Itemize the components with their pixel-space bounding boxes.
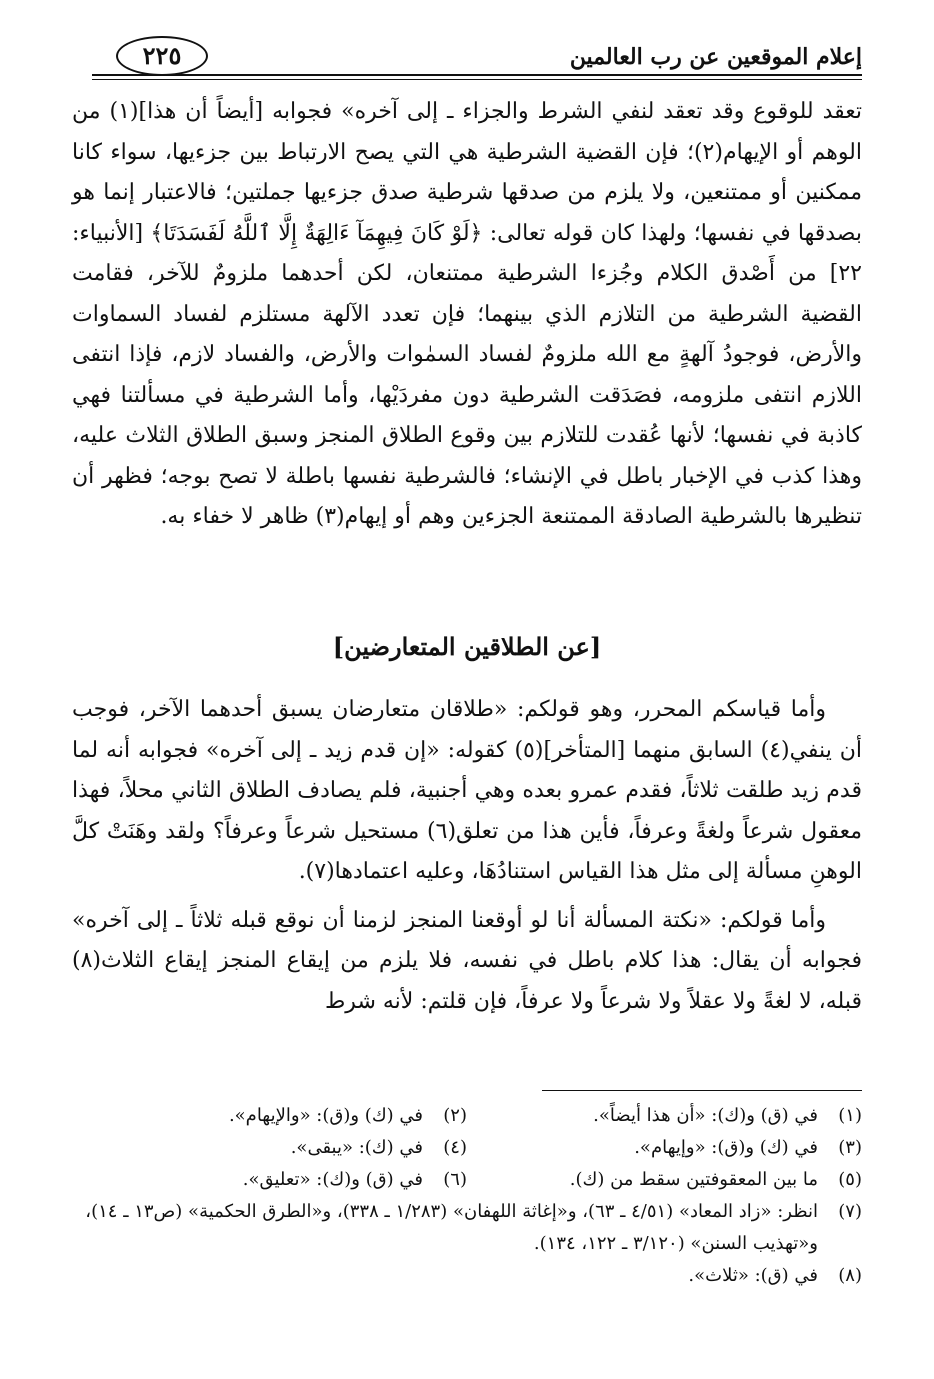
- footnote-number: (٧): [838, 1201, 862, 1222]
- footnote-number: (٤): [443, 1137, 467, 1158]
- page-number: ٢٢٥: [116, 36, 208, 76]
- footnote-number: (٥): [838, 1169, 862, 1190]
- footnote-number: (٢): [443, 1105, 467, 1126]
- footnote-text: في (ق) و(ك): «أن هذا أيضاً».: [593, 1105, 818, 1126]
- footnote-number: (٨): [838, 1265, 862, 1286]
- header-rule-thin: [92, 79, 862, 80]
- paragraph-1: تعقد للوقوع وقد تعقد لنفي الشرط والجزاء ـ إلى آخره» فجوابه [أيضاً أن هذا](١) من الوهم أو الإيهام(٢)؛ فإن القضية الشرطية هي التي يصح الارتباط بين جزءيها، سواء كانا ممكنين أو ممتنعين، ولا يلزم من صدقها شرطية صدق جزءيها جملتين؛ فالاعتبار إنما هو بصدقها في نفسها؛ ولهذا كان قوله تعالى: ﴿لَوْ كَانَ فِيهِمَآ ءَالِهَةٌ إِلَّا ٱللَّهُ لَفَسَدَتَا﴾ [الأنبياء: ٢٢] من أَصْدق الكلام وجُزءا الشرطية ممتنعان، لكن أحدهما ملزومٌ للآخر، فقامت القضية الشرطية من التلازم الذي بينهما؛ فإن تعدد الآلهة مستلزم لفساد السماوات والأرض، فوجودُ آلهةٍ مع الله ملزومٌ لفساد السمٰوات والأرض، والفساد لازم، فإذا انتفى اللازم انتفى ملزومه، فصَدَقت الشرطية دون مفردَيْها، وأما الشرطية في مسألتنا فهي كاذبة في نفسها؛ لأنها عُقدت للتلازم بين وقوع الطلاق المنجز وسبق الطلاق الثلاث عليه، وهذا كذب في الإخبار باطل في الإنشاء؛ فالشرطية نفسها باطلة لا تصح بوجه؛ فظهر أن تنظيرها بالشرطية الصادقة الممتنعة الجزءين وهم أو إيهام(٣) ظاهر لا خفاء به.: [72, 99, 862, 529]
- footnote-text: انظر: «زاد المعاد» (٤/٥١ ـ ٦٣)، و«إغاثة اللهفان» (١/٢٨٣ ـ ٣٣٨)، و«الطرق الحكمية» (ص١٣ ـ ١٤)، و«تهذيب السنن» (٣/١٢٠ ـ ١٢٢، ١٣٤).: [85, 1201, 818, 1254]
- footnote-3: [467, 1132, 862, 1164]
- body-text-block-1: [72, 92, 862, 538]
- footnote-row: [72, 1164, 862, 1196]
- footnotes: [72, 1100, 862, 1292]
- paragraph-2: وأما قياسكم المحرر، وهو قولكم: «طلاقان متعارضان يسبق أحدهما الآخر، فوجب أن ينفي(٤) السابق منهما [المتأخر](٥) كقوله: «إن قدم زيد ـ إلى آخره» فجوابه أنه لما قدم زيد طلقت ثلاثاً، فقدم عمرو بعده وهي أجنبية، فلم يصادف الطلاق الثاني محلاً، فهذا معقول شرعاً ولغةً وعرفاً، فأين هذا من تعلق(٦) مستحيل شرعاً وعرفاً؟ ولقد وهَنَتْ كلَّ الوهنِ مسألة إلى مثل هذا القياس استنادُهَا، وعليه اعتمادها(٧).: [72, 697, 862, 884]
- footnote-7: [72, 1196, 862, 1260]
- footnote-row: [72, 1132, 862, 1164]
- section-heading: [عن الطلاقين المتعارضين]: [332, 632, 602, 661]
- footnote-number: (١): [838, 1105, 862, 1126]
- footnote-text: في (ك) و(ق): «وإيهام».: [634, 1137, 818, 1158]
- footnote-text: في (ك) و(ق): «والإيهام».: [228, 1105, 423, 1126]
- header-rule: [92, 74, 862, 76]
- footnote-4: [72, 1132, 467, 1164]
- footnote-5: [467, 1164, 862, 1196]
- footnote-separator: [542, 1090, 862, 1091]
- paragraph-3: وأما قولكم: «نكتة المسألة أنا لو أوقعنا المنجز لزمنا أن نوقع قبله ثلاثاً ـ إلى آخره» فجوابه أن يقال: هذا كلام باطل في نفسه، فلا يلزم من إيقاع المنجز إيقاع الثلاث(٨) قبله، لا لغةً ولا عقلاً ولا شرعاً ولا عرفاً، فإن قلتم: لأنه شرط: [72, 907, 862, 1014]
- footnote-text: ما بين المعقوفتين سقط من (ك).: [569, 1169, 818, 1190]
- footnote-text: في (ق) و(ك): «تعليق».: [242, 1169, 423, 1190]
- footnote-8: [72, 1260, 862, 1292]
- footnote-1: [467, 1100, 862, 1132]
- footnote-text: في (ق): «ثلاث».: [688, 1265, 818, 1286]
- footnote-6: [72, 1164, 467, 1196]
- footnote-text: في (ك): «يبقى».: [290, 1137, 423, 1158]
- footnote-row: [72, 1100, 862, 1132]
- footnote-number: (٣): [838, 1137, 862, 1158]
- footnote-2: [72, 1100, 467, 1132]
- running-title: إعلام الموقعين عن رب العالمين: [569, 44, 862, 70]
- body-text-block-2: [72, 690, 862, 1022]
- footnote-number: (٦): [443, 1169, 467, 1190]
- page-header: [92, 34, 862, 84]
